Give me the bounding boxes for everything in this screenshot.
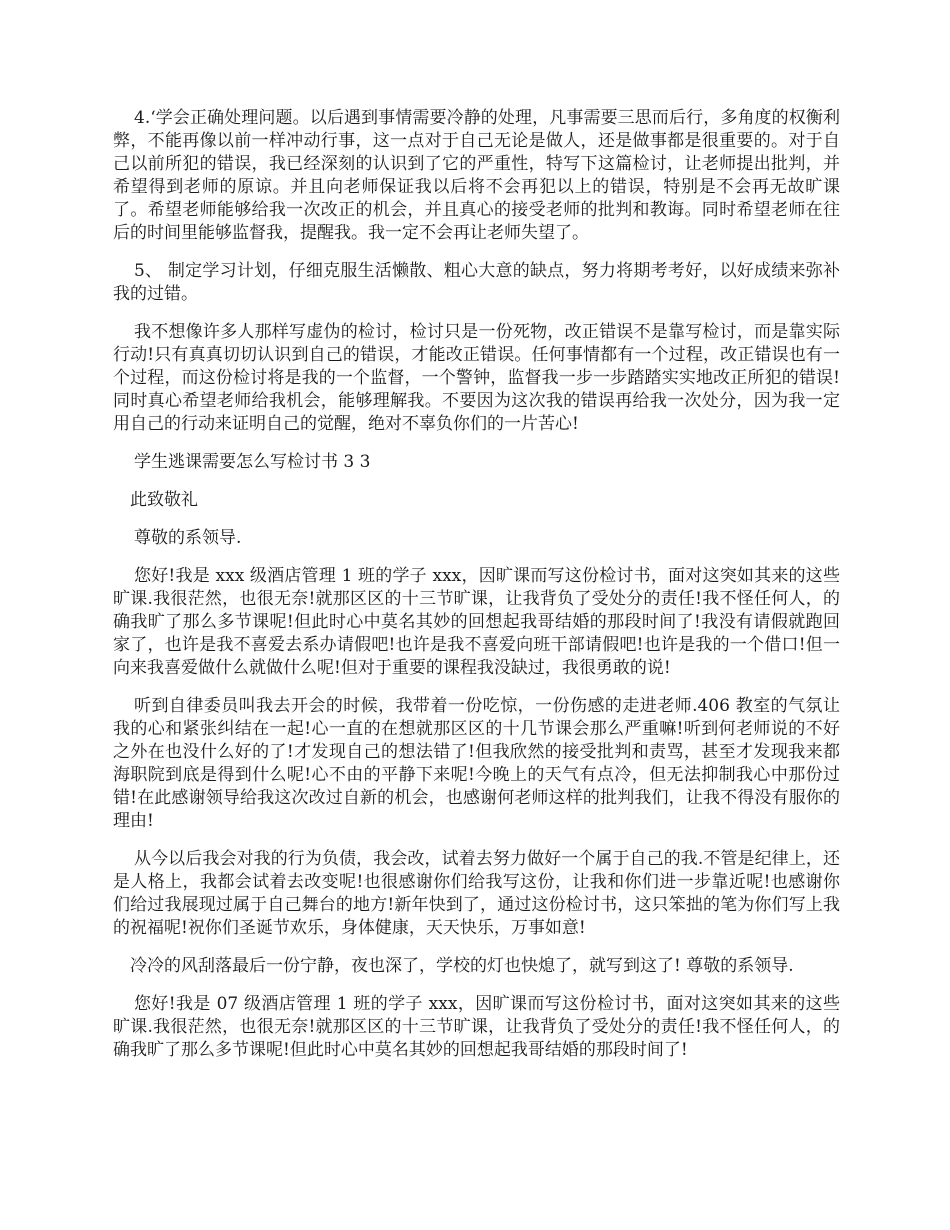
paragraph-promise: 从今以后我会对我的行为负债，我会改，试着去努力做好一个属于自己的我.不管是纪律上，还是人格上，我都会试着去改变呢!也很感谢你们给我写这份，让我和你们进一步靠近呢!也感谢你们给过我展现过属于自己舞台的地方!新年快到了，通过这份检讨书，这只笨拙的笔为你们写上我的祝福呢!祝你们圣诞节欢乐，身体健康，天天快乐，万事如意! [113,849,840,938]
closing-salutation: 此致敬礼 [130,490,198,510]
paragraph-no-false-self-criticism: 我不想像许多人那样写虚伪的检讨，检讨只是一份死物，改正错误不是靠写检讨，而是靠实际行动!只有真真切切认识到自己的错误，才能改正错误。任何事情都有一个过程，改正错误也有一个过程，而这份检讨将是我的一个监督，一个警钟，监督我一步一步踏踏实实地改正所犯的错误!同时真心希望老师给我机会，能够理解我。不要因为这次我的错误再给我一次处分，因为我一定用自己的行动来证明自己的觉醒，绝对不辜负你们的一片苦心! [113,322,840,434]
paragraph-meeting: 听到自律委员叫我去开会的时候，我带着一份吃惊，一份伤感的走进老师.406 教室的气氛让我的心和紧张纠结在一起!心一直的在想就那区区的十几节课会那么严重嘛!听到何老师说的不好之外在也没什么好的了!才发现自己的想法错了!但我欣然的接受批判和责骂，甚至才发现我来都海职院到底是得到什么呢!心不由的平静下来呢!今晚上的天气有点冷，但无法抑制我心中那份过错!在此感谢领导给我这次改过自新的机会，也感谢何老师这样的批判我们，让我不得没有服你的理由! [113,696,840,831]
section-heading: 学生逃课需要怎么写检讨书 3 3 [134,452,371,472]
paragraph-learn-handle-problems: 4.‘学会正确处理问题。以后遇到事情需要冷静的处理，凡事需要三思而后行，多角度的权衡利弊，不能再像以前一样冲动行事，这一点对于自己无论是做人，还是做事都是很重要的。对于自己以前所犯的错误，我已经深刻的认识到了它的严重性，特写下这篇检讨，让老师提出批判，并希望得到老师的原谅。并且向老师保证我以后将不会再犯以上的错误，特别是不会再无故旷课了。希望老师能够给我一次改正的机会，并且真心的接受老师的批判和教诲。同时希望老师在往后的时间里能够监督我，提醒我。我一定不会再让老师失望了。 [113,108,840,243]
greeting-department-leaders: 尊敬的系领导. [134,528,242,548]
paragraph-study-plan: 5、 制定学习计划，仔细克服生活懒散、粗心大意的缺点，努力将期考考好，以好成绩来弥补我的过错。 [113,261,840,304]
paragraph-night-closing: 冷冷的风刮落最后一份宁静，夜也深了，学校的灯也快熄了，就写到这了! 尊敬的系领导. [130,956,794,976]
paragraph-introduction: 您好!我是 xxx 级酒店管理 1 班的学子 xxx，因旷课而写这份检讨书，面对这突如其来的这些旷课.我很茫然，也很无奈!就那区区的十三节旷课，让我背负了受处分的责任!我不怪任何人，的确我旷了那么多节课呢!但此时心中莫名其妙的回想起我哥结婚的那段时间了!我没有请假就跑回家了，也许是我不喜爱去系办请假吧!也许是我不喜爱向班干部请假吧!也许是我的一个借口!但一向来我喜爱做什么就做什么呢!但对于重要的课程我没缺过，我很勇敢的说! [113,566,840,678]
document-body [113,107,840,1077]
paragraph-introduction-repeat: 您好!我是 07 级酒店管理 1 班的学子 xxx，因旷课而写这份检讨书，面对这突如其来的这些旷课.我很茫然，也很无奈!就那区区的十三节旷课，让我背负了受处分的责任!我不怪任何人，的确我旷了那么多节课呢!但此时心中莫名其妙的回想起我哥结婚的那段时间了! [113,994,840,1060]
